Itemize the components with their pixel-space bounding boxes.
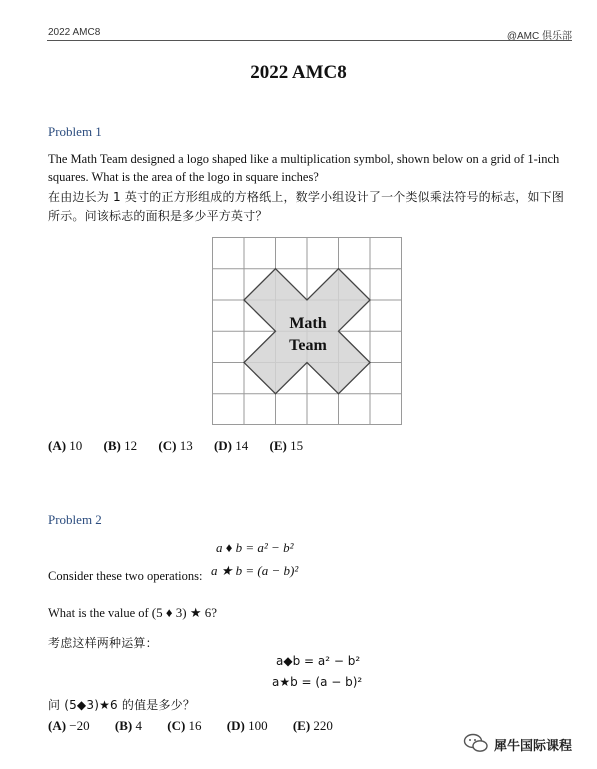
- question-text-en: [48, 604, 217, 622]
- header-rule: [47, 40, 572, 41]
- problem-1-text-en: The Math Team designed a logo shaped like a multiplication symbol, shown below on a grid of 1-inch squares. What is the area of the logo in square inches?: [48, 152, 560, 184]
- logo-text-team: Team: [289, 337, 327, 354]
- choice-c[interactable]: (C) 13: [158, 438, 193, 453]
- watermark-text: 犀牛国际课程: [494, 739, 573, 754]
- problem-2-heading: Problem 2: [48, 512, 102, 527]
- logo-text-math: Math: [289, 315, 327, 332]
- header-right: @AMC 俱乐部: [506, 31, 572, 42]
- question-text-zh: 问 (5◆3)★6 的值是多少？: [48, 698, 196, 712]
- page-title: 2022 AMC8: [250, 62, 347, 83]
- question-expression: (5 ♦ 3) ★ 6?: [151, 605, 218, 620]
- choice-c[interactable]: (C) 16: [167, 718, 202, 733]
- consider-text: Consider these two operations:: [48, 569, 203, 583]
- wechat-icon: [463, 733, 489, 753]
- operation-diamond: a ♦ b = a² − b²: [216, 540, 294, 555]
- problem-2-choices: [48, 718, 351, 734]
- choice-a[interactable]: (A) −20: [48, 718, 90, 733]
- header-left: 2022 AMC8: [48, 27, 101, 38]
- consider-text-zh: 考虑这样两种运算：: [48, 636, 158, 650]
- operation-star: a ★ b = (a − b)²: [211, 563, 299, 578]
- problem-1-choices: [48, 438, 321, 454]
- choice-b[interactable]: (B) 4: [114, 718, 142, 733]
- choice-b[interactable]: (B) 12: [103, 438, 138, 453]
- question-lead: What is the value of: [48, 606, 149, 620]
- choice-d[interactable]: (D) 100: [226, 718, 268, 733]
- choice-d[interactable]: (D) 14: [213, 438, 249, 453]
- choice-e[interactable]: (E) 220: [292, 718, 333, 733]
- choice-e[interactable]: (E) 15: [269, 438, 304, 453]
- problem-1-text-zh: 在由边长为 1 英寸的正方形组成的方格纸上，数学小组设计了一个类似乘法符号的标志，如下图所示。问该标志的面积是多少平方英寸？: [48, 190, 565, 223]
- problem-1-heading: Problem 1: [48, 124, 102, 139]
- operation-diamond-zh: a◆b = a² − b²: [276, 654, 361, 668]
- operation-star-zh: a★b = (a − b)²: [272, 675, 363, 689]
- logo-grid-figure: [212, 237, 404, 427]
- choice-a[interactable]: (A) 10: [48, 438, 83, 453]
